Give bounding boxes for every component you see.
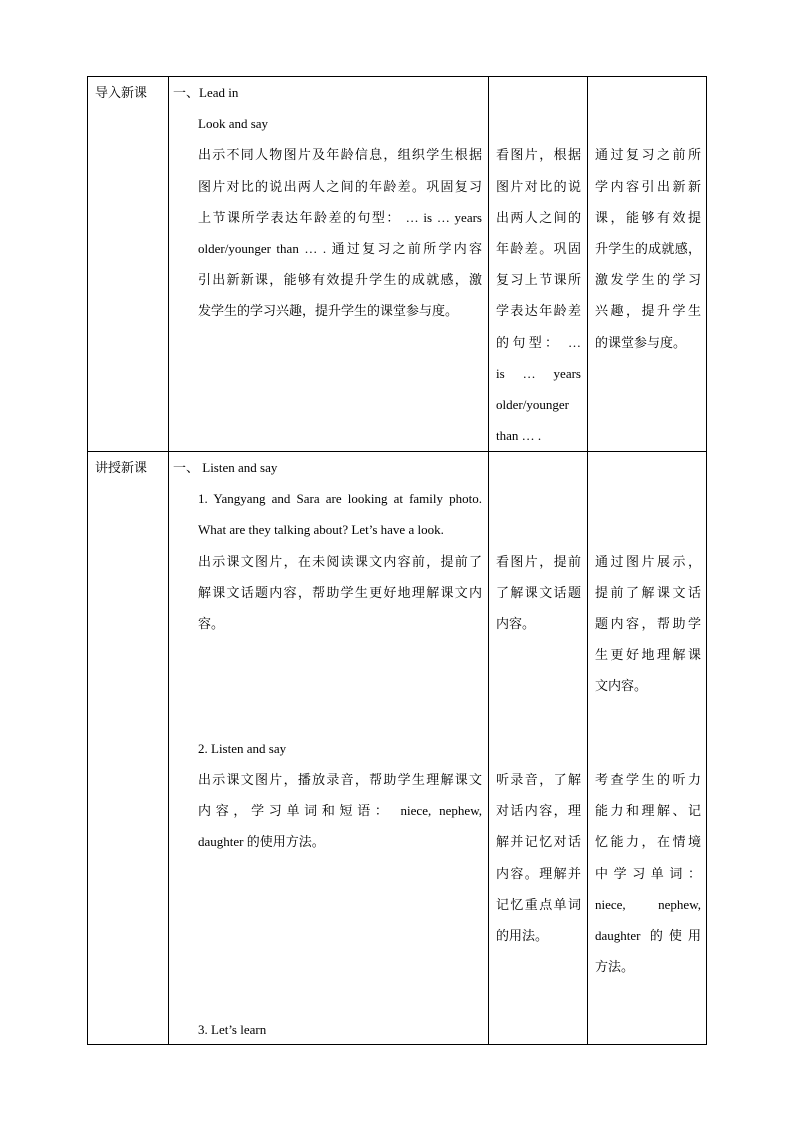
step1-intro [198, 483, 482, 545]
text-line: 解课文话题内容，帮助学生更好地理解课文内 [198, 584, 482, 600]
text-line: 听录音，了解 [496, 772, 581, 787]
text-line: 的课堂参与度。 [595, 334, 687, 350]
text-line: 学内容引出新新 [595, 178, 701, 194]
student-step1-text [496, 546, 581, 640]
text-line: older/younger [496, 397, 569, 413]
text-line: 引出新新课，能够有效提升学生的成就感，激 [198, 272, 482, 288]
stage-cell-lead-in [88, 77, 169, 452]
text-line: 一、 Listen and say [173, 460, 278, 475]
text-line: 上节课所学表达年龄差的句型： … is … years [198, 209, 482, 225]
design-intent-step2-text [595, 764, 701, 982]
text-line: 能力和理解、记 [595, 803, 701, 819]
text-line: 年龄差。巩固 [496, 241, 581, 256]
stage-label: 讲授新课 [95, 460, 148, 475]
text-line: 复习上节课所 [496, 272, 581, 288]
text-line: 容。 [198, 616, 225, 632]
text-line: 对话内容，理 [496, 803, 581, 819]
text-line: 升学生的成就感， [595, 241, 701, 256]
text-line: 一、Lead in [173, 85, 239, 100]
text-line: 出两人之间的 [496, 209, 581, 225]
text-line: 看图片，提前 [496, 553, 581, 569]
text-line: 了解课文话题 [496, 584, 581, 600]
activity-description [198, 139, 482, 326]
step3-title [198, 1014, 482, 1045]
text-line: 中学习单词： [595, 865, 701, 881]
text-line: 图片对比的说出两人之间的年龄差。巩固复习 [198, 178, 482, 194]
step2-title [198, 733, 482, 764]
text-line: 2. Listen and say [198, 740, 287, 756]
text-line: daughter 的使用 [595, 928, 701, 944]
step2-description [198, 764, 482, 858]
teaching-content-cell-new-lesson [169, 452, 489, 1045]
text-line: 提前了解课文话 [595, 584, 701, 600]
text-line: 考查学生的听力 [595, 772, 701, 787]
stage-label: 导入新课 [95, 85, 148, 100]
text-line: 1. Yangyang and Sara are looking at family photo. [198, 491, 482, 507]
text-line: niece, nephew, [595, 896, 701, 912]
text-line: 记忆重点单词 [496, 896, 581, 912]
design-intent-cell-lead-in [588, 77, 707, 452]
text-line: 学表达年龄差 [496, 303, 581, 319]
text-line: 内容，学习单词和短语： niece, nephew, [198, 803, 482, 819]
text-line: 发学生的学习兴趣，提升学生的课堂参与度。 [198, 303, 459, 319]
text-line: What are they talking about? Let’s have a look. [198, 522, 444, 538]
text-line: 激发学生的学习 [595, 272, 701, 288]
text-line: older/younger than … . 通过复习之前所学内容 [198, 241, 482, 257]
text-line: 忆能力，在情境 [595, 834, 701, 850]
text-line: 内容。 [496, 616, 536, 631]
text-line: 内容。理解并 [496, 865, 581, 881]
activity-title [198, 108, 482, 139]
design-intent-step1-text [595, 546, 701, 702]
text-line: daughter 的使用方法。 [198, 834, 325, 850]
student-step2-text [496, 764, 581, 951]
teaching-content-cell-lead-in [169, 77, 489, 452]
text-line: 通过复习之前所 [595, 147, 701, 163]
text-line: 的句型： … [496, 334, 581, 350]
text-line: is … years [496, 365, 581, 381]
section-heading [173, 77, 482, 108]
step1-description [198, 546, 482, 640]
student-activity-text [496, 139, 581, 451]
text-line: 文内容。 [595, 678, 648, 694]
text-line: 生更好地理解课 [595, 647, 701, 663]
text-line: 解并记忆对话 [496, 834, 581, 850]
text-line: 课，能够有效提 [595, 209, 701, 225]
text-line: 题内容，帮助学 [595, 616, 701, 631]
text-line: 方法。 [595, 959, 635, 975]
text-line: 出示课文图片，播放录音，帮助学生理解课文 [198, 772, 482, 788]
text-line: 图片对比的说 [496, 178, 581, 194]
text-line: 兴趣，提升学生 [595, 303, 701, 319]
lesson-plan-table [87, 76, 707, 1045]
design-intent-text [595, 139, 701, 357]
text-line: 看图片，根据 [496, 147, 581, 163]
text-line: than … . [496, 428, 542, 444]
text-line: 通过图片展示， [595, 553, 701, 569]
design-intent-cell-new-lesson [588, 452, 707, 1045]
text-line: 3. Let’s learn [198, 1021, 267, 1037]
text-line: Look and say [198, 116, 269, 132]
section-heading [173, 452, 482, 483]
text-line: 出示不同人物图片及年龄信息，组织学生根据 [198, 147, 482, 163]
student-activity-cell-lead-in [489, 77, 588, 452]
student-activity-cell-new-lesson [489, 452, 588, 1045]
text-line: 的用法。 [496, 928, 549, 944]
stage-cell-new-lesson [88, 452, 169, 1045]
text-line: 出示课文图片，在未阅读课文内容前，提前了 [198, 553, 482, 569]
